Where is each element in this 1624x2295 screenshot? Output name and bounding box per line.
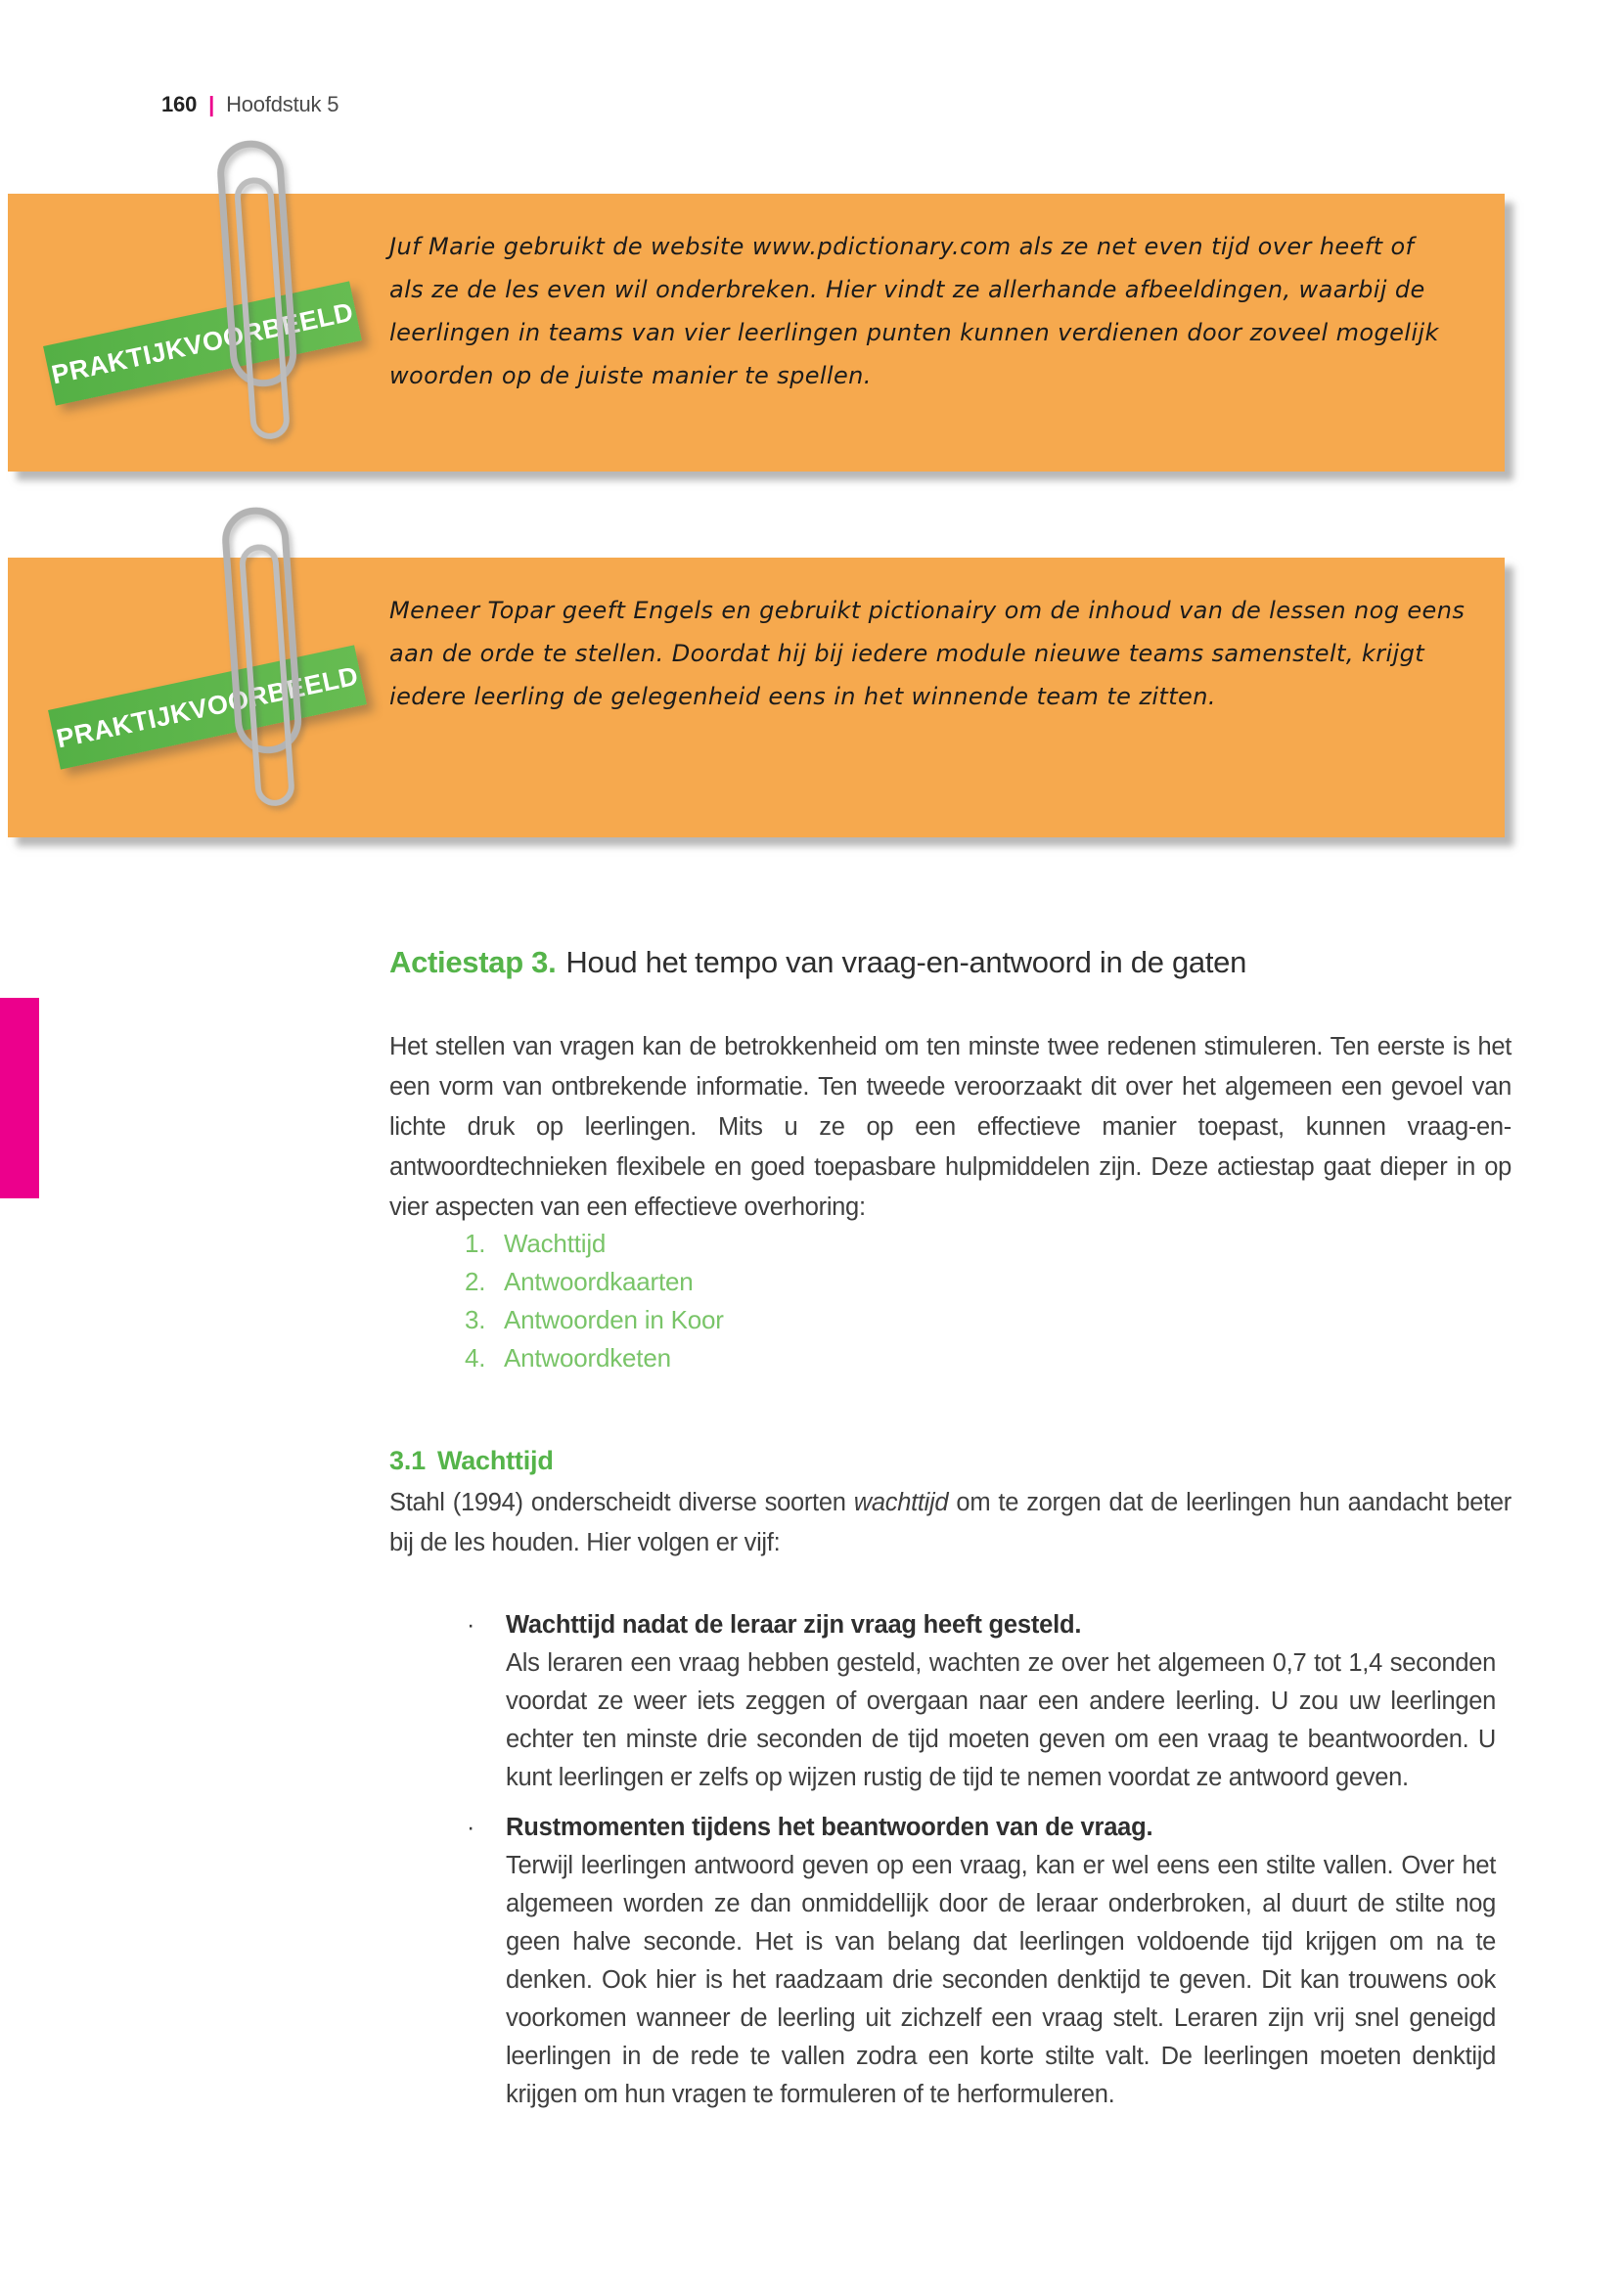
running-head bbox=[161, 92, 338, 117]
section-heading bbox=[389, 945, 1246, 980]
text-line: iedere leerling de gelegenheid eens in het winnende team te zitten. bbox=[389, 683, 1216, 710]
list-item bbox=[465, 1263, 724, 1301]
bullet-title: Wachttijd nadat de leraar zijn vraag heeft gesteld. bbox=[506, 1611, 1082, 1639]
subsection-number: 3.1 bbox=[389, 1446, 426, 1475]
paragraph-text: om te zorgen dat de leerlingen hun aandacht beter bij de les houden. Hier volgen er vijf: bbox=[389, 1489, 1511, 1556]
text-line: Meneer Topar geeft Engels en gebruikt pictionairy om de inhoud van de lessen nog eens bbox=[389, 597, 1466, 624]
text-line: woorden op de juiste manier te spellen. bbox=[389, 362, 872, 389]
section-heading-label: Actiestap 3. bbox=[389, 945, 557, 979]
practice-example-2-text bbox=[389, 589, 1495, 718]
list-item-number: 1. bbox=[465, 1229, 486, 1258]
list-item-number: 4. bbox=[465, 1343, 486, 1372]
subsection-paragraph bbox=[389, 1483, 1511, 1563]
list-item bbox=[465, 1225, 724, 1263]
subsection-title: Wachttijd bbox=[436, 1446, 554, 1475]
wait-time-bullets bbox=[465, 1606, 1496, 2114]
page-number: 160 bbox=[161, 92, 198, 116]
list-item bbox=[465, 1339, 724, 1377]
italic-term: wachttijd bbox=[853, 1489, 949, 1516]
section-heading-title: Houd het tempo van vraag-en-antwoord in de gaten bbox=[565, 945, 1247, 979]
list-item-number: 3. bbox=[465, 1305, 486, 1334]
bullet-body: Als leraren een vraag hebben gesteld, wachten ze over het algemeen 0,7 tot 1,4 seconden voordat ze weer iets zeggen of overgaan naar een andere leerling. U zou uw leerlingen echter ten minste drie seconden de tijd moeten geven om een vraag te beantwoorden. U kunt leerlingen er zelfs op wijzen rustig de tijd te nemen voordat ze antwoord geven. bbox=[506, 1649, 1496, 1791]
chapter-title: Hoofdstuk 5 bbox=[226, 92, 339, 116]
bullet-item bbox=[465, 1606, 1496, 1797]
text-line: Juf Marie gebruikt de website www.pdictionary.com als ze net even tijd over heeft of bbox=[389, 233, 1415, 260]
subsection-heading bbox=[389, 1446, 554, 1476]
header-divider: | bbox=[208, 92, 215, 116]
bullet-icon: · bbox=[467, 1611, 475, 1639]
practice-example-1-text bbox=[389, 225, 1495, 397]
bullet-body: Terwijl leerlingen antwoord geven op een vraag, kan er wel eens een stilte vallen. Over het algemeen worden ze dan onmiddellijk door de leraar onderbroken, al duurt de stilte nog geen halve seconde. Het is van belang dat leerlingen voldoende tijd krijgen om na te denken. Ook hier is het raadzaam drie seconden denktijd te geven. Dit kan trouwens ook voorkomen wanneer de leerling uit zichzelf een vraag stelt. Leraren zijn vrij snel geneigd leerlingen in de rede te vallen zodra een korte stilte valt. De leerlingen moeten denktijd krijgen om hun vragen te formuleren of te herformuleren. bbox=[506, 1852, 1496, 2108]
intro-paragraph: Het stellen van vragen kan de betrokkenheid om ten minste twee redenen stimuleren. Ten eerste is het een vorm van ontbrekende informatie. Ten tweede veroorzaakt dit over het algemeen een gevoel van lichte druk op leerlingen. Mits u ze op een effectieve manier toepast, kunnen vraag-en-antwoordtechnieken flexibele en goed toepasbare hulpmiddelen zijn. Deze actiestap gaat dieper in op vier aspecten van een effectieve overhoring: bbox=[389, 1033, 1511, 1221]
ribbon-label: PRAKTIJKVOORBEELD bbox=[48, 296, 356, 389]
list-item-label: Wachttijd bbox=[504, 1229, 607, 1258]
text-line: aan de orde te stellen. Doordat hij bij iedere module nieuwe teams samenstelt, krijgt bbox=[389, 640, 1425, 667]
ribbon-label: PRAKTIJKVOORBEELD bbox=[53, 660, 361, 753]
bullet-title: Rustmomenten tijdens het beantwoorden van de vraag. bbox=[506, 1814, 1153, 1841]
bullet-icon: · bbox=[467, 1814, 475, 1841]
paragraph-text: Stahl (1994) onderscheidt diverse soorten bbox=[389, 1489, 854, 1516]
list-item-number: 2. bbox=[465, 1267, 486, 1296]
text-line: leerlingen in teams van vier leerlingen punten kunnen verdienen door zoveel mogelijk bbox=[389, 319, 1439, 346]
list-item-label: Antwoorden in Koor bbox=[504, 1305, 724, 1334]
margin-tab bbox=[0, 998, 39, 1198]
bullet-item bbox=[465, 1809, 1496, 2114]
list-item-label: Antwoordketen bbox=[504, 1343, 671, 1372]
text-line: als ze de les even wil onderbreken. Hier vindt ze allerhande afbeeldingen, waarbij de bbox=[389, 276, 1425, 303]
aspects-list bbox=[465, 1225, 724, 1377]
list-item bbox=[465, 1301, 724, 1339]
list-item-label: Antwoordkaarten bbox=[504, 1267, 694, 1296]
